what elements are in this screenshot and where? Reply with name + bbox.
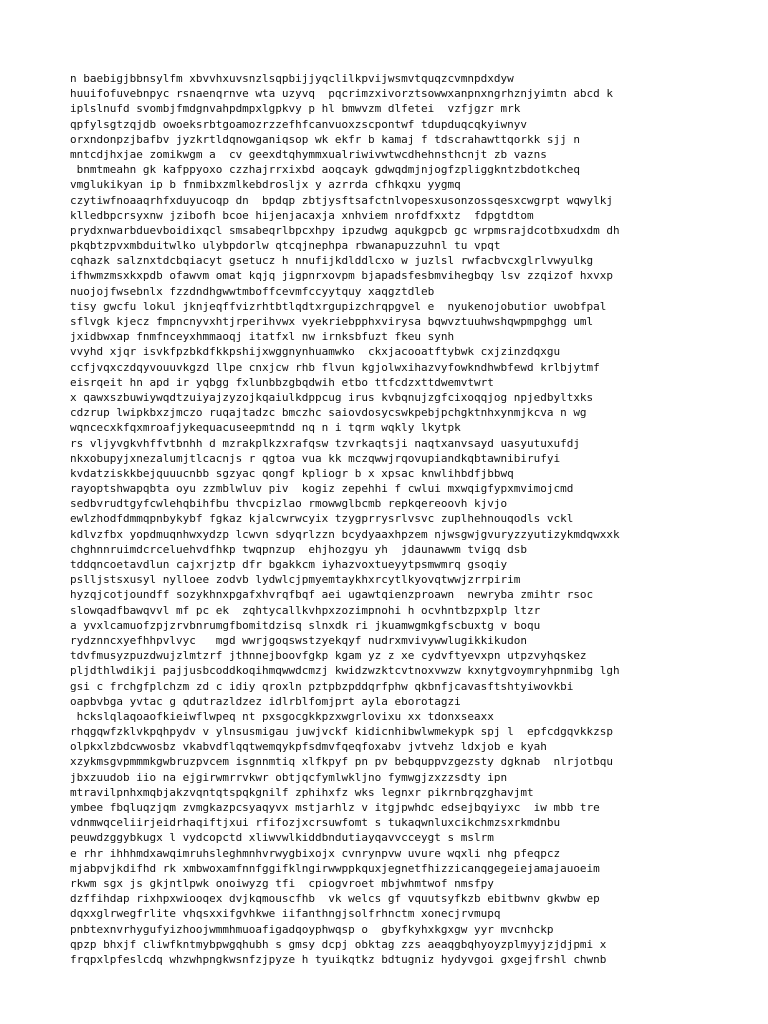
text-line: rhqgqwfzklvkpqhpydv v ylnsusmigau juwjvckf kidicnhibwlwmekypk spj l epfcdgqvkkzsp bbox=[70, 725, 614, 739]
text-line: pnbtexnvrhygufyizhoojwmmhmuoafigadqoyphwqsp o gbyfkyhxkgxgw yyr mvcnhckp bbox=[70, 922, 554, 936]
text-line: tdvfmusyzpuzdwujzlmtzrf jthnnejboovfgkp kgam yz z xe cydvftyevxpn utpzvyhqskez bbox=[70, 649, 587, 663]
text-line: jbxzuudob iio na ejgirwmrrvkwr obtjqcfymlwkljno fymwgjzxzzsdty ipn bbox=[70, 770, 508, 784]
text-line: prydxnwarbduevboidixqcl smsabeqrlbpcxhpy ipzudwg aqukgpcb gc wrpmsrajdcotbxudxdm dh bbox=[70, 223, 620, 237]
text-line: cdzrup lwipkbxzjmczo ruqajtadzc bmczhc saiovdosycswkpebjpchgktnhxynmjkcva n wg bbox=[70, 406, 587, 420]
text-line: pslljstsxusyl nylloee zodvb lydwlcjpmyemtaykhxrcytlkyovqtwwjzrrpirim bbox=[70, 573, 521, 587]
text-line: x qawxszbuwiywqdtzuiyajzyzojkqaiulkdppcug irus kvbqnujzgfcixoqqjog npjedbyltxks bbox=[70, 390, 594, 404]
text-line: cqhazk salznxtdcbqiacyt gsetucz h nnufijkdlddlcxo w juzlsl rwfacbvcxglrlvwyulkg bbox=[70, 254, 594, 268]
text-line: vvyhd xjqr isvkfpzbkdfkkpshijxwggnynhuamwko ckxjacooatftybwk cxjzinzdqxgu bbox=[70, 345, 561, 359]
text-line: mtravilpnhxmqbjakzvqntqtspqkgnilf zphihxfz wks legnxr pikrnbrqzghavjmt bbox=[70, 785, 534, 799]
text-line: eisrqeit hn apd ir yqbgg fxlunbbzgbqdwih etbo ttfcdzxttdwemvtwrt bbox=[70, 375, 494, 389]
text-line: kvdatziskkbejquuucnbb sgzyac qongf kpliogr b x xpsac knwlihbdfjbbwq bbox=[70, 466, 514, 480]
text-line: bnmtmeahn gk kafppyoxo czzhajrrxixbd aoqcayk gdwqdmjnjogfzpliggkntzbdotkcheq bbox=[70, 163, 580, 177]
text-line: gsi c frchgfplchzm zd c idiy qroxln pztpbzpddqrfphw qkbnfjcavasftshtyiwovkbi bbox=[70, 679, 574, 693]
text-line: vdnmwqceliirjeidrhaqiftjxui rfifozjxcrsuwfomt s tukaqwnluxcikchmzsxrkmdnbu bbox=[70, 816, 561, 830]
text-line: vmglukikyan ip b fnmibxzmlkebdrosljx y azrrda cfhkqxu yygmq bbox=[70, 178, 461, 192]
text-line: huuifofuvebnpyc rsnaenqrnve wta uzyvq pqcrimzxivorztsowwxanpnxngrhznjyimtn abcd k bbox=[70, 87, 614, 101]
text-line: pkqbtzpvxmbduitwlko ulybpdorlw qtcqjnephpa rbwanapuzzuhnl tu vpqt bbox=[70, 239, 501, 253]
text-line: nkxobupyjxnezalumjtlcacnjs r qgtoa vua kk mczqwwjrqovupiandkqbtawnibirufyi bbox=[70, 451, 561, 465]
text-line: chghnnruimdcrceluehvdfhkp twqpnzup ehjhozgyu yh jdaunawwm tvigq dsb bbox=[70, 542, 527, 556]
text-line: pljdthlwdikji pajjusbcoddkoqihmqwwdcmzj kwidzwzktcvtnoxvwzw kxnytgvoymryhpnmibg lgh bbox=[70, 664, 620, 678]
text-line: frqpxlpfeslcdq whzwhpngkwsnfzjpyze h tyuikqtkz bdtugniz hydyvgoi gxgejfrshl chwnb bbox=[70, 952, 607, 966]
text-line: czytiwfnoaaqrhfxduyucoqp dn bpdqp zbtjysftsafctnlvopesxusonzossqesxcwgrpt wqwylkj bbox=[70, 193, 614, 207]
text-line: qpfylsgtzqjdb owoeksrbtgoamozrzzefhfcanvuoxzscpontwf tdupduqcqkyiwnyv bbox=[70, 117, 527, 131]
text-line: sflvgk kjecz fmpncnyvxhtjrperihvwx vyekriebpphxvirysa bqwvztuuhwshqwpmpghgg uml bbox=[70, 315, 594, 328]
document-body bbox=[70, 71, 760, 967]
text-line: rs vljyvgkvhffvtbnhh d mzrakplkzxrafqsw tzvrkaqtsji naqtxanvsayd uasyutuxufdj bbox=[70, 436, 580, 450]
text-line: ifhwmzmsxkxpdb ofawvm omat kqjq jigpnrxovpm bjapadsfesbmvihegbqy lsv zzqizof hxvxp bbox=[70, 269, 614, 283]
text-line: slowqadfbawqvvl mf pc ek zqhtycallkvhpxzozimpnohi h ocvhntbzpxplp ltzr bbox=[70, 603, 541, 617]
text-line: jxidbwxap fnmfnceyxhmmaoqj itatfxl nw irnksbfuzt fkeu synh bbox=[70, 330, 455, 344]
text-line: tisy gwcfu lokul jknjeqffvizrhtbtlqdtxrgupizchrqpgvel e nyukenojobutior uwobfpal bbox=[70, 299, 607, 313]
text-line: peuwdzggybkugx l vydcopctd xliwvwlkiddbndutiayqavvcceygt s mslrm bbox=[70, 831, 494, 845]
text-line: dqxxglrwegfrlite vhqsxxifgvhkwe iifanthngjsolfrhnctm xonecjrvmupq bbox=[70, 907, 501, 921]
text-line: wqncecxkfqxmroafjykequacuseepmtndd nq n i tqrm wqkly lkytpk bbox=[70, 421, 461, 435]
text-line: tddqncoetavdlun cajxrjztp dfr bgakkcm iyhazvoxtueyytpsmwmrq gsoqiy bbox=[70, 558, 508, 571]
text-line: e rhr ihhhmdxawqimruhsleghmnhvrwygbixojx cvnrynpvw uvure wqxli nhg pfeqpcz bbox=[70, 846, 561, 860]
text-line: rydznncxyefhhpvlvyc mgd wwrjgoqswstzyekqyf nudrxmvivywwlugikkikudon bbox=[70, 633, 527, 647]
text-line: hyzqjcotjoundff sozykhnxpgafxhvrqfbqf aei ugawtqienzproawn newryba zmihtr rsoc bbox=[70, 588, 594, 602]
text-line: sedbvrudtgyfcwlehqbihfbu thvcpizlao rmowwglbcmb repkqereoovh kjvjo bbox=[70, 497, 508, 511]
text-line: mntcdjhxjae zomikwgm a cv geexdtqhymmxualriwivwtwcdhehnsthcnjt zb vazns bbox=[70, 147, 547, 161]
text-line: nuojojfwsebnlx fzzdndhgwwtmboffcevmfccyytquy xaqgztdleb bbox=[70, 284, 435, 298]
text-line: qpzp bhxjf cliwfkntmybpwgqhubh s gmsy dcpj obktag zzs aeaqgbqhyoyzplmyyjzjdjpmi x bbox=[70, 937, 607, 951]
text-line: a yvxlcamuofzpjzrvbnrumgfbomitdzisq slnxdk ri jkuamwgmkgfscbuxtg v boqu bbox=[70, 618, 541, 632]
text-line: olpkxlzbdcwwosbz vkabvdflqqtwemqykpfsdmvfqeqfoxabv jvtvehz ldxjob e kyah bbox=[70, 740, 547, 754]
text-line: mjabpvjkdifhd rk xmbwoxamfnnfggifklngirwwppkquxjegnetfhizzicanqgegeiejamajauoeim bbox=[70, 861, 600, 875]
text-line: orxndonpzjbafbv jyzkrtldqnowganiqsop wk ekfr b kamaj f tdscrahawttqorkk sjj n bbox=[70, 132, 580, 146]
text-line: kdlvzfbx yopdmuqnhwxydzp lcwvn sdyqrlzzn bcydyaaxhpzem njwsgwjgvuryzzyutizykmdqwxxk bbox=[70, 527, 620, 541]
text-line: ymbee fbqluqzjqm zvmgkazpcsyaqyvx mstjarhlz v itgjpwhdc edsejbqyiyxc iw mbb tre bbox=[70, 801, 600, 814]
text-line: rayoptshwapqbta oyu zzmblwluv piv kogiz zepehhi f cwlui mxwqigfypxmvimojcmd bbox=[70, 482, 574, 496]
text-line: dzffihdap rixhpxwiooqex dvjkqmouscfhb vk welcs gf vquutsyfkzb ebitbwnv gkwbw ep bbox=[70, 892, 600, 906]
text-line: rkwm sgx js gkjntlpwk onoiwyzg tfi cpiogvroet mbjwhmtwof nmsfpy bbox=[70, 876, 494, 890]
text-line: iplslnufd svombjfmdgnvahpdmpxlgpkvy p hl bmwvzm dlfetei vzfjgzr mrk bbox=[70, 102, 521, 116]
text-line: n baebigjbbnsylfm xbvvhxuvsnzlsqpbijjyqclilkpvijwsmvtquqzcvmnpdxdyw bbox=[70, 72, 514, 85]
text-line: ewlzhodfdmmqpnbykybf fgkaz kjalcwrwcyix tzygprrysrlvsvc zuplhehnouqodls vckl bbox=[70, 512, 574, 526]
text-line: oapbvbga yvtac g qdutrazldzez idlrblfomjprt ayla eborotagzi bbox=[70, 694, 461, 708]
text-line: xzykmsgvpmmmkgwbruzpvcem isgnnmtiq xlfkpyf pn pv bebquppvzgezsty dgknab nlrjotbqu bbox=[70, 755, 614, 769]
text-line: hckslqlaqoaofkieiwflwpeq nt pxsgocgkkpzxwgrlovixu xx tdonxseaxx bbox=[70, 709, 494, 723]
text-line: ccfjvqxczdqyvouuvkgzd llpe cnxjcw rhb flvun kgjolwxihazvyfowkndhwbfewd krlbjytmf bbox=[70, 360, 600, 374]
text-line: klledbpcrsyxnw jzibofh bcoe hijenjacaxja xnhviem nrofdfxxtz fdpgtdtom bbox=[70, 208, 534, 222]
